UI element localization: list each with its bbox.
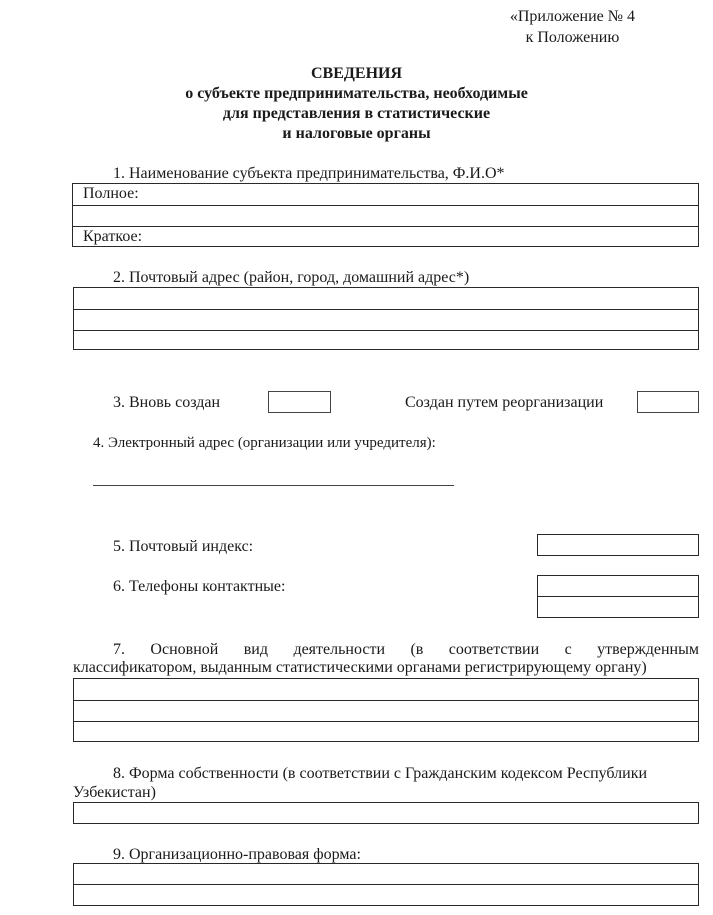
- document-title: [0, 64, 713, 144]
- postal-address-row-3[interactable]: [74, 330, 698, 348]
- reorganization-checkbox[interactable]: [637, 391, 699, 413]
- legal-form-table: [73, 863, 699, 906]
- email-label: 4. Электронный адрес (организации или учредителя):: [93, 435, 436, 451]
- main-activity-row-1[interactable]: [74, 679, 698, 700]
- full-name-row[interactable]: [73, 184, 698, 205]
- full-name-continuation-row[interactable]: [73, 205, 698, 226]
- section-9-label: 9. Организационно-правовая форма:: [113, 846, 361, 863]
- phones-label: 6. Телефоны контактные:: [113, 578, 286, 595]
- section-8-label-line-1: 8. Форма собственности (в соответствии с Гражданским кодексом Республики: [113, 765, 648, 782]
- title-line-2: для представления в статистические: [222, 105, 491, 122]
- phone-row-1[interactable]: [538, 576, 698, 596]
- main-activity-row-2[interactable]: [74, 700, 698, 721]
- annex-line-2: к Положению: [525, 29, 620, 46]
- newly-created-checkbox[interactable]: [268, 391, 331, 413]
- postal-index-label: 5. Почтовый индекс:: [113, 538, 254, 555]
- postal-address-row-1[interactable]: [74, 288, 698, 309]
- postal-address-table: [73, 287, 699, 350]
- short-name-label: Краткое:: [83, 228, 143, 245]
- annex-reference: [510, 6, 635, 48]
- title-line-1: о субъекте предпринимательства, необходимые: [185, 85, 528, 102]
- section-2-label: 2. Почтовый адрес (район, город, домашний адрес*): [113, 269, 470, 286]
- section-7-label-line-2: классификатором, выданным статистическими органами регистрирующему органу): [73, 659, 647, 676]
- newly-created-label: 3. Вновь создан: [113, 394, 221, 411]
- section-1-table: [72, 183, 699, 247]
- phone-row-2[interactable]: [538, 596, 698, 616]
- title-line-3: и налоговые органы: [282, 125, 431, 142]
- main-activity-row-3[interactable]: [74, 721, 698, 740]
- section-8-label-line-2: Узбекистан): [73, 784, 156, 801]
- email-input-line[interactable]: [93, 485, 454, 486]
- legal-form-row-1[interactable]: [74, 864, 698, 884]
- postal-index-input[interactable]: [537, 534, 699, 556]
- full-name-label: Полное:: [83, 185, 139, 202]
- short-name-row[interactable]: [73, 226, 698, 245]
- main-activity-table: [73, 678, 699, 742]
- title-heading: СВЕДЕНИЯ: [310, 65, 403, 82]
- legal-form-row-2[interactable]: [74, 884, 698, 904]
- section-7-label-line-1: 7. Основной вид деятельности (в соответствии с утвержденным: [113, 641, 699, 658]
- reorganization-label: Создан путем реорганизации: [405, 394, 604, 411]
- section-1-label: 1. Наименование субъекта предпринимательства, Ф.И.О*: [113, 165, 505, 182]
- phones-table: [537, 575, 699, 618]
- postal-address-row-2[interactable]: [74, 309, 698, 330]
- annex-line-1: «Приложение № 4: [509, 8, 635, 25]
- ownership-form-input[interactable]: [73, 802, 699, 824]
